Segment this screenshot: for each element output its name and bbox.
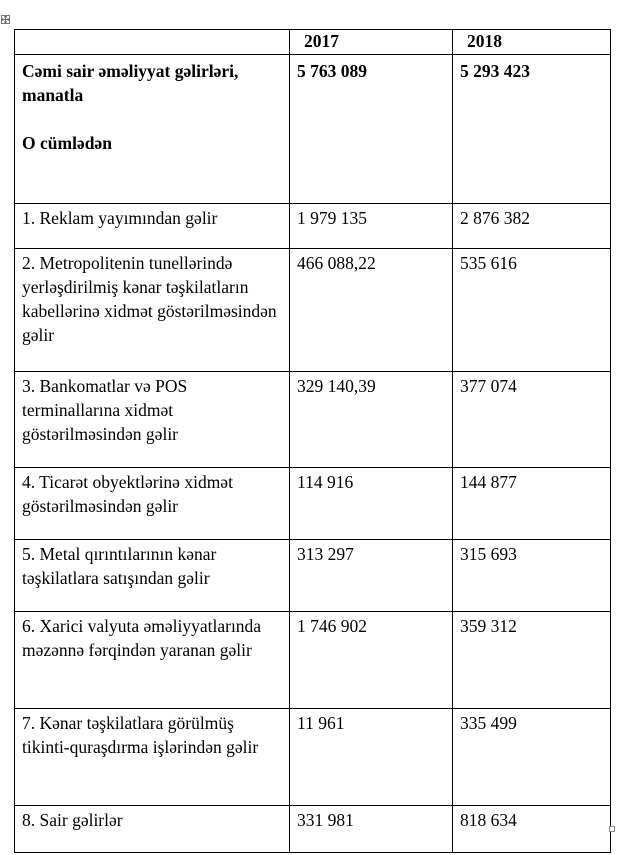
header-year-2018[interactable]: 2018 — [453, 30, 611, 55]
row-label[interactable]: 4. Ticarət obyektlərinə xidmət göstərilməsindən gəlir — [15, 468, 290, 540]
table-row — [15, 249, 611, 372]
row-value-2018[interactable]: 535 616 — [453, 249, 611, 372]
row-value-2017[interactable]: 11 961 — [290, 709, 453, 806]
total-label: Cəmi sair əməliyyat gəlirləri, manatla — [22, 61, 239, 105]
table-row — [15, 709, 611, 806]
income-table — [14, 29, 611, 853]
row-value-2018[interactable]: 2 876 382 — [453, 204, 611, 249]
row-value-2018[interactable]: 818 634 — [453, 806, 611, 853]
header-label-cell[interactable] — [15, 30, 290, 55]
row-value-2018[interactable]: 315 693 — [453, 540, 611, 612]
table-row — [15, 612, 611, 709]
row-label[interactable]: 3. Bankomatlar və POS terminallarına xidmət göstərilməsindən gəlir — [15, 372, 290, 468]
table-row — [15, 540, 611, 612]
subheading-including: O cümlədən — [22, 133, 112, 153]
total-label-cell[interactable] — [15, 55, 290, 204]
row-value-2018[interactable]: 377 074 — [453, 372, 611, 468]
row-label[interactable]: 2. Metropolitenin tunellərində yerləşdirilmiş kənar təşkilatların kabellərinə xidmət göstərilməsindən gəlir — [15, 249, 290, 372]
row-value-2017[interactable]: 1 746 902 — [290, 612, 453, 709]
table-move-handle[interactable] — [1, 15, 10, 24]
table-row — [15, 372, 611, 468]
row-label[interactable]: 6. Xarici valyuta əməliyyatlarında məzənnə fərqindən yaranan gəlir — [15, 612, 290, 709]
row-value-2018[interactable]: 335 499 — [453, 709, 611, 806]
table-row — [15, 806, 611, 853]
row-value-2017[interactable]: 1 979 135 — [290, 204, 453, 249]
row-value-2017[interactable]: 114 916 — [290, 468, 453, 540]
row-value-2017[interactable]: 313 297 — [290, 540, 453, 612]
total-value-2017[interactable]: 5 763 089 — [290, 55, 453, 204]
row-label[interactable]: 8. Sair gəlirlər — [15, 806, 290, 853]
row-value-2017[interactable]: 329 140,39 — [290, 372, 453, 468]
table-row — [15, 204, 611, 249]
table-row — [15, 468, 611, 540]
row-value-2018[interactable]: 144 877 — [453, 468, 611, 540]
total-value-2018[interactable]: 5 293 423 — [453, 55, 611, 204]
total-row — [15, 55, 611, 204]
row-label[interactable]: 5. Metal qırıntılarının kənar təşkilatlara satışından gəlir — [15, 540, 290, 612]
row-label[interactable]: 7. Kənar təşkilatlara görülmüş tikinti-quraşdırma işlərindən gəlir — [15, 709, 290, 806]
row-label[interactable]: 1. Reklam yayımından gəlir — [15, 204, 290, 249]
move-arrows-icon — [2, 16, 9, 23]
header-year-2017[interactable]: 2017 — [290, 30, 453, 55]
row-value-2017[interactable]: 466 088,22 — [290, 249, 453, 372]
table-header-row — [15, 30, 611, 55]
row-value-2018[interactable]: 359 312 — [453, 612, 611, 709]
row-value-2017[interactable]: 331 981 — [290, 806, 453, 853]
table-resize-handle[interactable] — [609, 826, 615, 832]
